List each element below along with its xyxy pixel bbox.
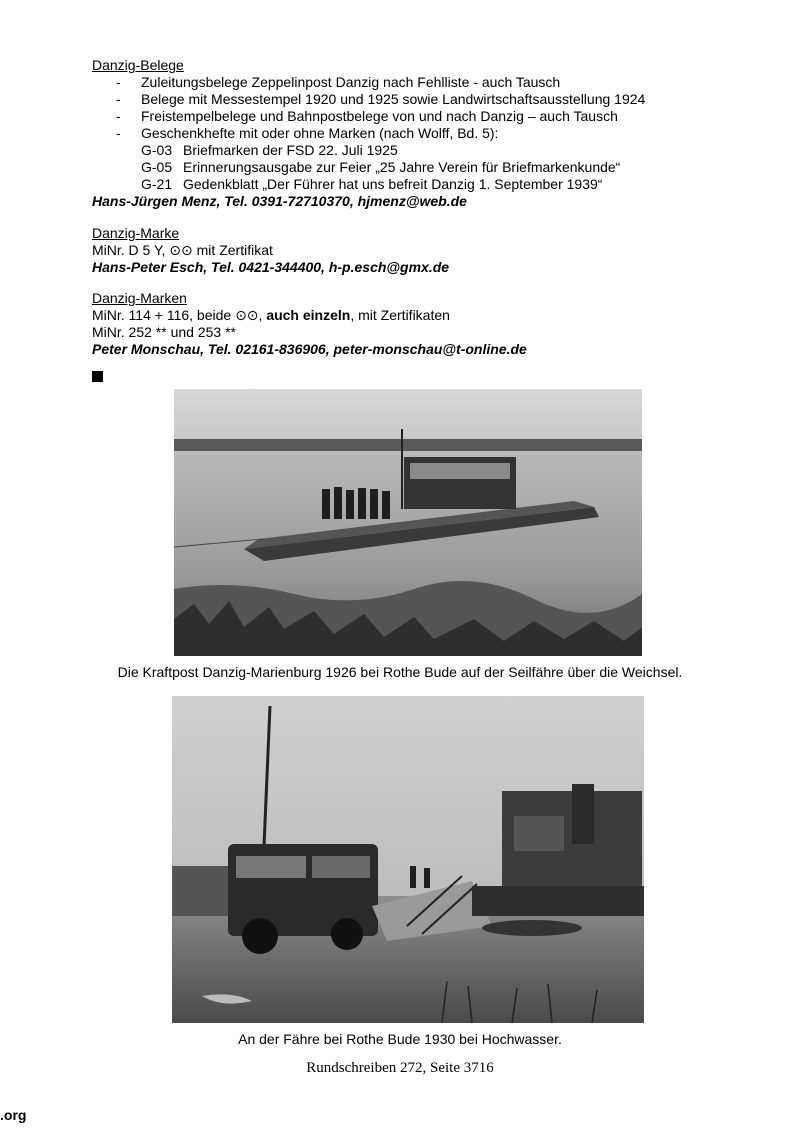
contact-line: Peter Monschau, Tel. 02161-836906, peter-monschau@t-online.de [92,341,527,357]
contact-line: Hans-Peter Esch, Tel. 0421-344400, h-p.esch@gmx.de [92,259,450,275]
photo-caption: An der Fähre bei Rothe Bude 1930 bei Hochwasser. [238,1031,562,1047]
list-item: - Belege mit Messestempel 1920 und 1925 sowie Landwirtschaftsausstellung 1924 [116,91,646,107]
sub-item: G-05 Erinnerungsausgabe zur Feier „25 Jahre Verein für Briefmarkenkunde“ [141,159,621,175]
corner-url-fragment: .org [0,1107,27,1123]
photo-caption: Die Kraftpost Danzig-Marienburg 1926 bei Rothe Bude auf der Seilfähre über die Weichsel. [117,664,683,680]
contact-line: Hans-Jürgen Menz, Tel. 0391-72710370, hjmenz@web.de [92,193,467,209]
list-item: - Geschenkhefte mit oder ohne Marken (nach Wolff, Bd. 5): [116,125,499,141]
item-line: MiNr. 252 ** und 253 ** [92,324,236,340]
list-item: - Zuleitungsbelege Zeppelinpost Danzig nach Fehlliste - auch Tausch [116,74,561,90]
sub-item: G-03 Briefmarken der FSD 22. Juli 1925 [141,142,398,158]
page-footer: Rundschreiben 272, Seite 3716 [306,1060,494,1076]
photo-ferry-bus-1926 [174,389,642,656]
item-line: MiNr. D 5 Y, ⊙⊙ mit Zertifikat [92,242,273,258]
section-heading: Danzig-Marke [92,225,180,241]
section-danzig-belege [92,57,645,210]
section-danzig-marken [92,290,527,358]
section-heading: Danzig-Marken [92,290,187,306]
section-heading: Danzig-Belege [92,57,184,73]
section-danzig-marke [92,225,449,276]
sub-item: G-21 Gedenkblatt „Der Führer hat uns befreit Danzig 1. September 1939“ [141,176,603,192]
bullet-list [92,74,645,142]
photo-ferry-flood-1930 [172,696,644,1023]
end-marker-square [92,371,103,382]
item-line: MiNr. 114 + 116, beide ⊙⊙, auch einzeln, mit Zertifikaten [92,307,450,323]
list-item: - Freistempelbelege und Bahnpostbelege von und nach Danzig – auch Tausch [116,108,618,124]
